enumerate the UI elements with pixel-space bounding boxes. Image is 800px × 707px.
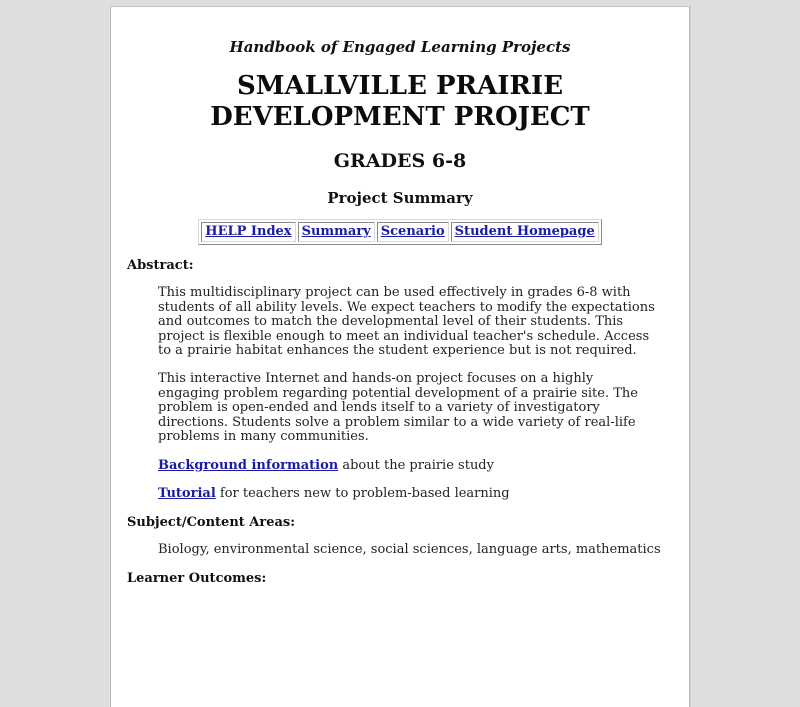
title-line-1: SMALLVILLE PRAIRIE: [236, 71, 564, 101]
handbook-subtitle: Handbook of Engaged Learning Projects: [229, 38, 571, 56]
background-information-link[interactable]: Background information: [158, 458, 339, 473]
tutorial-line: [158, 487, 658, 502]
abstract-paragraph-1: This multidisciplinary project can be used effectively in grades 6-8 with students of all ability levels. We expect teachers to modify the expectations and outcomes to match the developmental level of their students. This project is flexible enough to meet an individual teacher's schedule. Access to a prairie habitat enhances the student experience but is not required.: [158, 285, 655, 359]
title-line-2: DEVELOPMENT PROJECT: [210, 102, 590, 132]
document-page: [110, 6, 690, 707]
nav-link-scenario[interactable]: Scenario: [380, 224, 445, 239]
abstract-paragraph-2: This interactive Internet and hands-on project focuses on a highly engaging problem regarding potential development of a prairie site. The problem is open-ended and lends itself to a variety of investigatory directions. Students solve a problem similar to a wide variety of real-life problems in many communities.: [158, 371, 638, 445]
nav-link-summary[interactable]: Summary: [301, 224, 371, 239]
nav-cell: [451, 222, 599, 242]
background-info-line: [158, 459, 658, 474]
tutorial-text: for teachers new to problem-based learning: [215, 486, 510, 501]
nav-cell: [201, 222, 295, 242]
grades-heading: GRADES 6-8: [333, 150, 467, 172]
nav-table: [198, 219, 601, 245]
nav-cell: [377, 222, 449, 242]
subject-areas-label: Subject/Content Areas:: [127, 515, 296, 530]
abstract-label: Abstract:: [127, 258, 194, 273]
learner-outcomes-label: Learner Outcomes:: [127, 571, 267, 586]
nav-bar: [111, 219, 689, 245]
tutorial-link[interactable]: Tutorial: [158, 486, 216, 501]
subject-areas-text: Biology, environmental science, social sciences, language arts, mathematics: [158, 542, 661, 557]
nav-cell: [298, 222, 375, 242]
nav-link-help-index[interactable]: HELP Index: [205, 224, 292, 239]
page-title: [111, 71, 689, 133]
nav-link-student-homepage[interactable]: Student Homepage: [454, 224, 595, 239]
section-heading: Project Summary: [327, 189, 473, 207]
background-info-text: about the prairie study: [338, 458, 494, 473]
